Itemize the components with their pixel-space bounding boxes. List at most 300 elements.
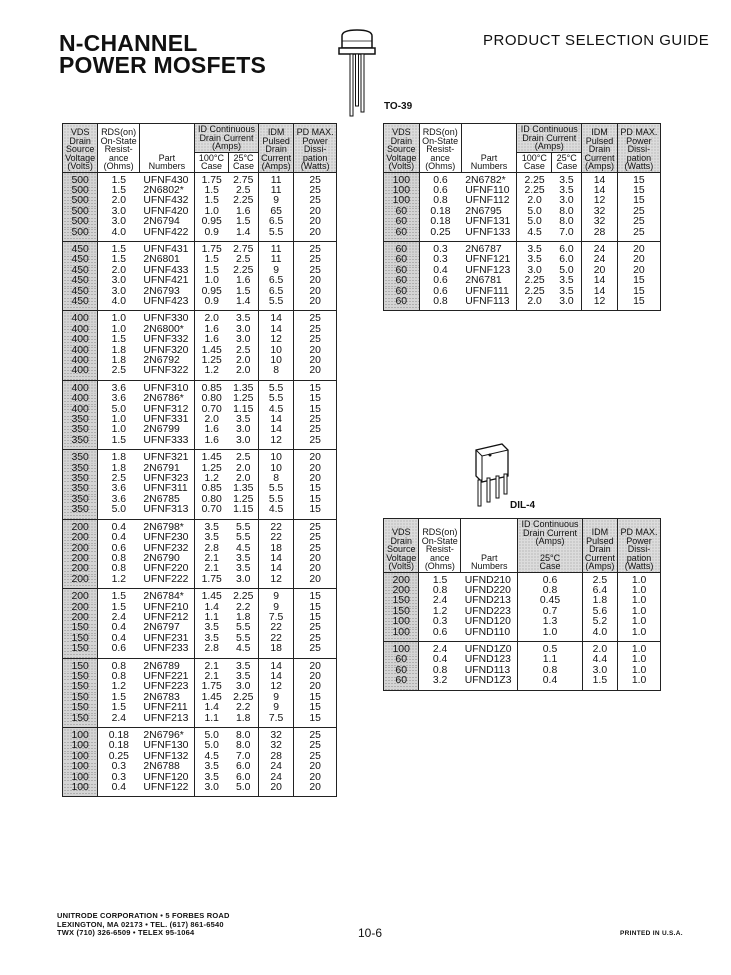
id-100c-cell: 0.80 bbox=[201, 393, 222, 405]
table-row bbox=[384, 596, 661, 606]
header-text: VDS bbox=[392, 127, 411, 137]
idm-cell: 6.4 bbox=[582, 586, 617, 596]
id-25c-cell: 3.0 bbox=[229, 575, 259, 589]
id-100c-cell: 4.5 bbox=[517, 228, 552, 242]
vds-cell: 400 bbox=[63, 356, 98, 366]
table-row bbox=[63, 783, 337, 797]
table-row bbox=[63, 217, 337, 227]
table-row bbox=[63, 728, 337, 742]
id-25c-cell: 5.5 bbox=[229, 634, 259, 644]
id-25c-cell: 1.1 bbox=[518, 655, 582, 665]
rds-cell: 5.0 bbox=[111, 403, 127, 415]
part-number-cell: UFND123 bbox=[461, 655, 518, 665]
pd-cell: 25 bbox=[294, 634, 337, 644]
part-number-cell: UFNF120 bbox=[139, 773, 194, 783]
vds-cell: 350 bbox=[63, 425, 98, 435]
rds-cell: 1.5 bbox=[432, 574, 448, 586]
part-number-cell: 2N6800* bbox=[139, 325, 194, 335]
part-number-cell: UFNF322 bbox=[139, 366, 194, 380]
part-number-cell: 2N6784* bbox=[139, 589, 194, 603]
header-text: Dissi- bbox=[627, 144, 651, 154]
part-number-cell: UFNF233 bbox=[139, 644, 194, 658]
vds-cell: 350 bbox=[63, 415, 98, 425]
id-100c-cell: 1.45 bbox=[201, 344, 222, 356]
table-row bbox=[63, 495, 337, 505]
header-text: (Watts) bbox=[624, 561, 654, 571]
id-25c-cell: 2.25 bbox=[229, 266, 259, 276]
id-100c-cell: 3.5 bbox=[527, 254, 542, 266]
rds-cell: 1.0 bbox=[111, 323, 127, 335]
idm-cell: 14 bbox=[582, 172, 618, 186]
id-25c-cell: 7.0 bbox=[229, 752, 259, 762]
part-number-cell: UFND220 bbox=[461, 586, 518, 596]
id-100c-cell: 1.45 bbox=[201, 691, 222, 703]
rds-cell: 1.5 bbox=[111, 591, 127, 603]
id-100c-cell: 5.0 bbox=[527, 205, 542, 217]
id-25c-cell: 1.5 bbox=[229, 217, 259, 227]
rds-cell: 5.0 bbox=[98, 505, 140, 519]
part-number-cell: 2N6796* bbox=[139, 728, 194, 742]
pd-cell: 20 bbox=[294, 464, 337, 474]
pd-cell: 15 bbox=[617, 196, 660, 206]
id-25c-cell: 3.0 bbox=[229, 436, 259, 450]
header-text: On-State bbox=[421, 535, 458, 546]
pd-cell: 25 bbox=[294, 425, 337, 435]
vds-cell: 100 bbox=[63, 762, 98, 772]
header-text: Drain Current bbox=[522, 527, 578, 538]
pd-cell: 15 bbox=[294, 693, 337, 703]
vds-cell: 60 bbox=[384, 297, 420, 311]
vds-cell: 450 bbox=[63, 241, 98, 255]
rds-cell: 2.0 bbox=[111, 195, 127, 207]
vds-cell: 60 bbox=[384, 217, 420, 227]
id-25c-cell: 1.25 bbox=[229, 394, 259, 404]
rds-cell: 0.8 bbox=[419, 297, 461, 311]
header-text: pation bbox=[626, 152, 652, 163]
vds-cell: 200 bbox=[63, 613, 98, 623]
vds-cell: 500 bbox=[63, 172, 98, 186]
table-row bbox=[63, 325, 337, 335]
part-number-cell: 2N6797 bbox=[139, 623, 194, 633]
vds-cell: 450 bbox=[63, 287, 98, 297]
col-vds-header bbox=[384, 124, 420, 173]
part-number-cell: UFNF313 bbox=[139, 505, 194, 519]
table-row bbox=[63, 773, 337, 783]
id-100c-cell: 1.4 bbox=[204, 702, 219, 714]
id-25c-cell: 0.4 bbox=[518, 676, 582, 690]
part-number-cell: UFNF130 bbox=[139, 741, 194, 751]
idm-cell: 9 bbox=[259, 603, 294, 613]
to39-package-icon bbox=[336, 28, 378, 120]
part-number-cell: UFNF221 bbox=[139, 672, 194, 682]
idm-cell: 5.5 bbox=[259, 228, 294, 242]
col-part-header bbox=[461, 124, 517, 173]
vds-cell: 100 bbox=[384, 617, 419, 627]
rds-cell: 4.0 bbox=[98, 228, 140, 242]
idm-cell: 22 bbox=[259, 519, 294, 533]
idm-cell: 20 bbox=[582, 266, 618, 276]
header-text: (Ohms) bbox=[425, 161, 456, 171]
part-number-cell: UFNF222 bbox=[139, 575, 194, 589]
table-row bbox=[63, 474, 337, 484]
idm-cell: 2.5 bbox=[582, 572, 617, 586]
rds-cell: 1.5 bbox=[111, 243, 127, 255]
part-number-cell: UFNF421 bbox=[139, 276, 194, 286]
table-row bbox=[63, 564, 337, 574]
header-text: Part bbox=[158, 152, 176, 163]
rds-cell: 1.5 bbox=[98, 436, 140, 450]
header-text: (Amps) bbox=[535, 536, 565, 546]
table-row bbox=[63, 335, 337, 345]
pd-cell: 25 bbox=[294, 255, 337, 265]
id-25c-cell: 1.8 bbox=[229, 613, 259, 623]
table-row bbox=[63, 241, 337, 255]
id-100c-cell: 1.45 bbox=[201, 591, 222, 603]
pd-cell: 15 bbox=[617, 297, 660, 311]
id-25c-cell: 3.0 bbox=[229, 335, 259, 345]
vds-cell: 200 bbox=[63, 554, 98, 564]
pd-cell: 15 bbox=[617, 287, 660, 297]
part-number-cell: UFNF312 bbox=[139, 405, 194, 415]
id-100c-cell: 1.6 bbox=[204, 334, 219, 346]
idm-cell: 8 bbox=[259, 474, 294, 484]
rds-cell: 0.4 bbox=[111, 622, 127, 634]
vds-cell: 60 bbox=[384, 276, 420, 286]
vds-cell: 400 bbox=[63, 325, 98, 335]
rds-cell: 3.0 bbox=[111, 216, 127, 228]
vds-cell: 200 bbox=[63, 533, 98, 543]
id-100c-cell: 3.5 bbox=[527, 243, 542, 255]
rds-cell: 3.6 bbox=[111, 382, 127, 394]
id-100c-cell: 1.75 bbox=[194, 575, 228, 589]
idm-cell: 9 bbox=[259, 703, 294, 713]
table-row bbox=[63, 613, 337, 623]
idm-cell: 5.5 bbox=[259, 394, 294, 404]
idm-cell: 6.5 bbox=[259, 276, 294, 286]
id-25c-cell: 1.6 bbox=[229, 207, 259, 217]
header-text: Pulsed bbox=[586, 535, 614, 546]
id-25c-cell: 4.5 bbox=[229, 544, 259, 554]
pd-cell: 20 bbox=[617, 266, 660, 276]
header-text: ID Continuous bbox=[197, 124, 255, 134]
header-text: ance bbox=[108, 152, 129, 163]
header-text: Drain bbox=[69, 135, 91, 146]
id-100c-cell: 1.0 bbox=[204, 205, 219, 217]
vds-cell: 100 bbox=[384, 196, 420, 206]
id-100c-cell: 3.5 bbox=[204, 521, 219, 533]
vds-cell: 500 bbox=[63, 228, 98, 242]
part-number-cell: 2N6783 bbox=[139, 693, 194, 703]
header-text: pation bbox=[626, 552, 652, 563]
pd-cell: 25 bbox=[294, 241, 337, 255]
rds-cell: 1.8 bbox=[111, 452, 127, 464]
id-25c-cell: 0.6 bbox=[518, 572, 582, 586]
id-25c-cell: 3.0 bbox=[229, 425, 259, 435]
table-row bbox=[384, 641, 661, 655]
col-idm-header bbox=[582, 519, 617, 573]
part-number-cell: 2N6795 bbox=[461, 207, 517, 217]
address-line-1: UNITRODE CORPORATION • 5 FORBES ROAD bbox=[57, 911, 230, 920]
id-100c-cell: 2.1 bbox=[204, 552, 219, 564]
pd-cell: 15 bbox=[294, 714, 337, 728]
header-text: (Amps) bbox=[585, 561, 615, 571]
id-100c-cell: 5.0 bbox=[204, 730, 219, 741]
header-text: (Amps) bbox=[261, 161, 291, 171]
rds-cell: 2.4 bbox=[98, 714, 140, 728]
vds-cell: 200 bbox=[384, 572, 419, 586]
rds-cell: 0.8 bbox=[111, 660, 127, 672]
rds-cell: 0.6 bbox=[98, 644, 140, 658]
idm-cell: 65 bbox=[259, 207, 294, 217]
part-number-cell: UFNF333 bbox=[139, 436, 194, 450]
vds-cell: 450 bbox=[63, 276, 98, 286]
header-text: Drain bbox=[588, 144, 611, 154]
header-text: (Watts) bbox=[624, 161, 654, 171]
id-25c-cell: 2.75 bbox=[229, 172, 259, 186]
col-idm-header bbox=[259, 124, 294, 173]
part-number-cell: 2N6785 bbox=[139, 495, 194, 505]
id-100c-cell: 0.95 bbox=[201, 285, 222, 297]
id-25c-cell: 5.5 bbox=[229, 533, 259, 543]
part-number-cell: 2N6790 bbox=[139, 554, 194, 564]
table-row bbox=[384, 241, 661, 255]
id-25c-cell: 2.0 bbox=[229, 474, 259, 484]
pd-cell: 25 bbox=[294, 172, 337, 186]
vds-cell: 400 bbox=[63, 380, 98, 394]
idm-cell: 20 bbox=[259, 783, 294, 797]
id-25c-cell: 4.5 bbox=[229, 644, 259, 658]
table-row bbox=[63, 255, 337, 265]
vds-cell: 200 bbox=[63, 519, 98, 533]
table-row bbox=[384, 276, 661, 286]
idm-cell: 10 bbox=[259, 346, 294, 356]
table-row bbox=[63, 623, 337, 633]
id-100c-cell: 2.25 bbox=[524, 184, 545, 196]
title-line-2: POWER MOSFETS bbox=[59, 52, 267, 78]
header-text: Current bbox=[584, 152, 615, 163]
id-100c-cell: 2.0 bbox=[204, 414, 219, 426]
table-row bbox=[63, 544, 337, 554]
guide-heading: PRODUCT SELECTION GUIDE bbox=[483, 32, 710, 49]
pd-cell: 15 bbox=[294, 394, 337, 404]
id-100c-cell: 2.0 bbox=[527, 195, 542, 207]
header-text: PD MAX. bbox=[620, 127, 658, 137]
idm-cell: 2.0 bbox=[582, 641, 617, 655]
idm-cell: 14 bbox=[259, 554, 294, 564]
rds-cell: 3.6 bbox=[111, 483, 127, 495]
part-number-cell: UFNF213 bbox=[139, 714, 194, 728]
vds-cell: 150 bbox=[63, 714, 98, 728]
vds-cell: 350 bbox=[63, 464, 98, 474]
rds-cell: 0.8 bbox=[111, 563, 127, 575]
id-25c-cell: 5.0 bbox=[552, 266, 582, 276]
id-100c-cell: 3.5 bbox=[204, 532, 219, 544]
company-address bbox=[57, 912, 230, 938]
rds-cell: 0.4 bbox=[433, 264, 448, 276]
rds-cell: 1.5 bbox=[111, 691, 127, 703]
rds-cell: 1.0 bbox=[111, 414, 127, 426]
header-text: Numbers bbox=[470, 161, 508, 171]
idm-cell: 5.5 bbox=[259, 495, 294, 505]
vds-cell: 350 bbox=[63, 450, 98, 464]
pd-cell: 20 bbox=[294, 297, 337, 311]
idm-cell: 10 bbox=[259, 450, 294, 464]
vds-cell: 60 bbox=[384, 241, 420, 255]
vds-cell: 100 bbox=[63, 741, 98, 751]
id-25c-cell: 0.7 bbox=[518, 607, 582, 617]
part-number-cell: UFNF321 bbox=[139, 450, 194, 464]
header-text: Current bbox=[584, 552, 615, 563]
header-text: Numbers bbox=[471, 561, 508, 571]
table-row bbox=[63, 693, 337, 703]
pd-cell: 25 bbox=[294, 623, 337, 633]
part-number-cell: 2N6798* bbox=[139, 519, 194, 533]
id-25c-cell: 3.5 bbox=[229, 672, 259, 682]
table-row bbox=[384, 172, 661, 186]
vds-cell: 450 bbox=[63, 266, 98, 276]
col-id-header bbox=[517, 124, 582, 153]
id-100c-cell: 1.1 bbox=[194, 714, 228, 728]
id-25c-cell: 1.25 bbox=[229, 495, 259, 505]
rds-cell: 2.0 bbox=[111, 264, 127, 276]
rds-cell: 0.6 bbox=[111, 542, 127, 554]
table-row bbox=[63, 505, 337, 519]
id-25c-cell: 1.4 bbox=[229, 297, 259, 311]
table-row bbox=[63, 425, 337, 435]
header-text: Pulsed bbox=[585, 135, 614, 146]
idm-cell: 3.0 bbox=[582, 666, 617, 676]
id-100c-cell: 2.0 bbox=[517, 297, 552, 311]
table-row bbox=[63, 741, 337, 751]
part-number-cell: UFNF123 bbox=[461, 266, 517, 276]
vds-cell: 400 bbox=[63, 405, 98, 415]
to39-table-right bbox=[383, 123, 661, 311]
id-100c-cell: 0.9 bbox=[194, 228, 228, 242]
vds-cell: 100 bbox=[384, 628, 419, 642]
pd-cell: 25 bbox=[617, 228, 660, 242]
header-text: Numbers bbox=[148, 161, 186, 171]
pd-cell: 25 bbox=[294, 533, 337, 543]
dil4-table bbox=[383, 518, 661, 691]
id-25c-cell: 1.35 bbox=[229, 484, 259, 494]
vds-cell: 350 bbox=[63, 505, 98, 519]
id-25c-cell: 5.0 bbox=[229, 783, 259, 797]
vds-cell: 350 bbox=[63, 436, 98, 450]
header-text: Resist- bbox=[104, 144, 133, 154]
header-text: IDM bbox=[591, 127, 608, 137]
part-number-cell: 2N6782* bbox=[461, 172, 517, 186]
table-row bbox=[384, 617, 661, 627]
pd-cell: 1.0 bbox=[618, 596, 661, 606]
part-number-cell: UFNF431 bbox=[139, 241, 194, 255]
part-number-cell: UFNF332 bbox=[139, 335, 194, 345]
pd-cell: 25 bbox=[294, 325, 337, 335]
pd-cell: 20 bbox=[294, 682, 337, 692]
table-row bbox=[384, 207, 661, 217]
id-25c-cell: 1.15 bbox=[229, 405, 259, 415]
vds-cell: 200 bbox=[384, 586, 419, 596]
pd-cell: 15 bbox=[294, 405, 337, 415]
idm-cell: 24 bbox=[582, 241, 618, 255]
header-text: Pulsed bbox=[262, 135, 290, 146]
table-row bbox=[384, 228, 661, 242]
col-pd-header bbox=[617, 124, 660, 173]
pd-cell: 25 bbox=[294, 741, 337, 751]
page-title bbox=[59, 32, 266, 76]
pd-cell: 25 bbox=[617, 217, 660, 227]
part-number-cell: UFNF311 bbox=[139, 484, 194, 494]
pd-cell: 1.0 bbox=[618, 676, 661, 690]
table-row bbox=[63, 752, 337, 762]
idm-cell: 1.8 bbox=[582, 596, 617, 606]
pd-cell: 20 bbox=[294, 783, 337, 797]
header-text: IDM bbox=[591, 527, 609, 537]
pd-cell: 20 bbox=[294, 207, 337, 217]
id-100c-cell: 3.5 bbox=[204, 761, 219, 773]
part-number-cell: UFNF323 bbox=[139, 474, 194, 484]
vds-cell: 60 bbox=[384, 666, 419, 676]
col-part-header bbox=[461, 519, 518, 573]
part-number-cell: UFNF232 bbox=[139, 544, 194, 554]
rds-cell: 3.6 bbox=[111, 393, 127, 405]
header-text: Voltage bbox=[65, 152, 96, 163]
idm-cell: 32 bbox=[259, 741, 294, 751]
pd-cell: 15 bbox=[294, 380, 337, 394]
pd-cell: 1.0 bbox=[618, 641, 661, 655]
rds-cell: 1.5 bbox=[111, 702, 127, 714]
idm-cell: 22 bbox=[259, 533, 294, 543]
idm-cell: 32 bbox=[582, 207, 618, 217]
part-number-cell: UFNF112 bbox=[461, 196, 517, 206]
idm-cell: 14 bbox=[259, 658, 294, 672]
rds-cell: 0.6 bbox=[419, 628, 461, 642]
col-rds-header bbox=[98, 124, 140, 173]
header-text: Power bbox=[626, 535, 652, 546]
id-25c-cell: 1.15 bbox=[229, 505, 259, 519]
rds-cell: 2.4 bbox=[111, 611, 127, 623]
vds-cell: 100 bbox=[384, 641, 419, 655]
table-row bbox=[63, 346, 337, 356]
table-row bbox=[384, 655, 661, 665]
rds-cell: 1.5 bbox=[111, 254, 127, 266]
vds-cell: 200 bbox=[63, 564, 98, 574]
id-100c-cell: 2.0 bbox=[204, 313, 219, 325]
header-text: Drain Current bbox=[522, 132, 577, 143]
rds-cell: 2.4 bbox=[432, 643, 448, 655]
rds-cell: 0.18 bbox=[108, 730, 129, 741]
part-number-cell: UFND1Z3 bbox=[461, 676, 518, 690]
vds-cell: 400 bbox=[63, 366, 98, 380]
id-25c-cell: 1.35 bbox=[229, 380, 259, 394]
part-number-cell: UFNF320 bbox=[139, 346, 194, 356]
header-text: (Amps) bbox=[211, 141, 241, 151]
vds-cell: 150 bbox=[384, 607, 419, 617]
header-text: Dissi- bbox=[627, 544, 651, 554]
part-number-cell: 2N6792 bbox=[139, 356, 194, 366]
table-row bbox=[384, 666, 661, 676]
pd-cell: 25 bbox=[294, 544, 337, 554]
idm-cell: 1.5 bbox=[582, 676, 617, 690]
table-row bbox=[63, 703, 337, 713]
rds-cell: 1.5 bbox=[111, 601, 127, 613]
table-row bbox=[63, 415, 337, 425]
idm-cell: 11 bbox=[259, 186, 294, 196]
part-number-cell: UFNF212 bbox=[139, 613, 194, 623]
vds-cell: 60 bbox=[384, 266, 420, 276]
header-text: ID Continuous bbox=[520, 124, 578, 134]
idm-cell: 4.5 bbox=[259, 405, 294, 415]
rds-cell: 0.3 bbox=[111, 761, 127, 773]
